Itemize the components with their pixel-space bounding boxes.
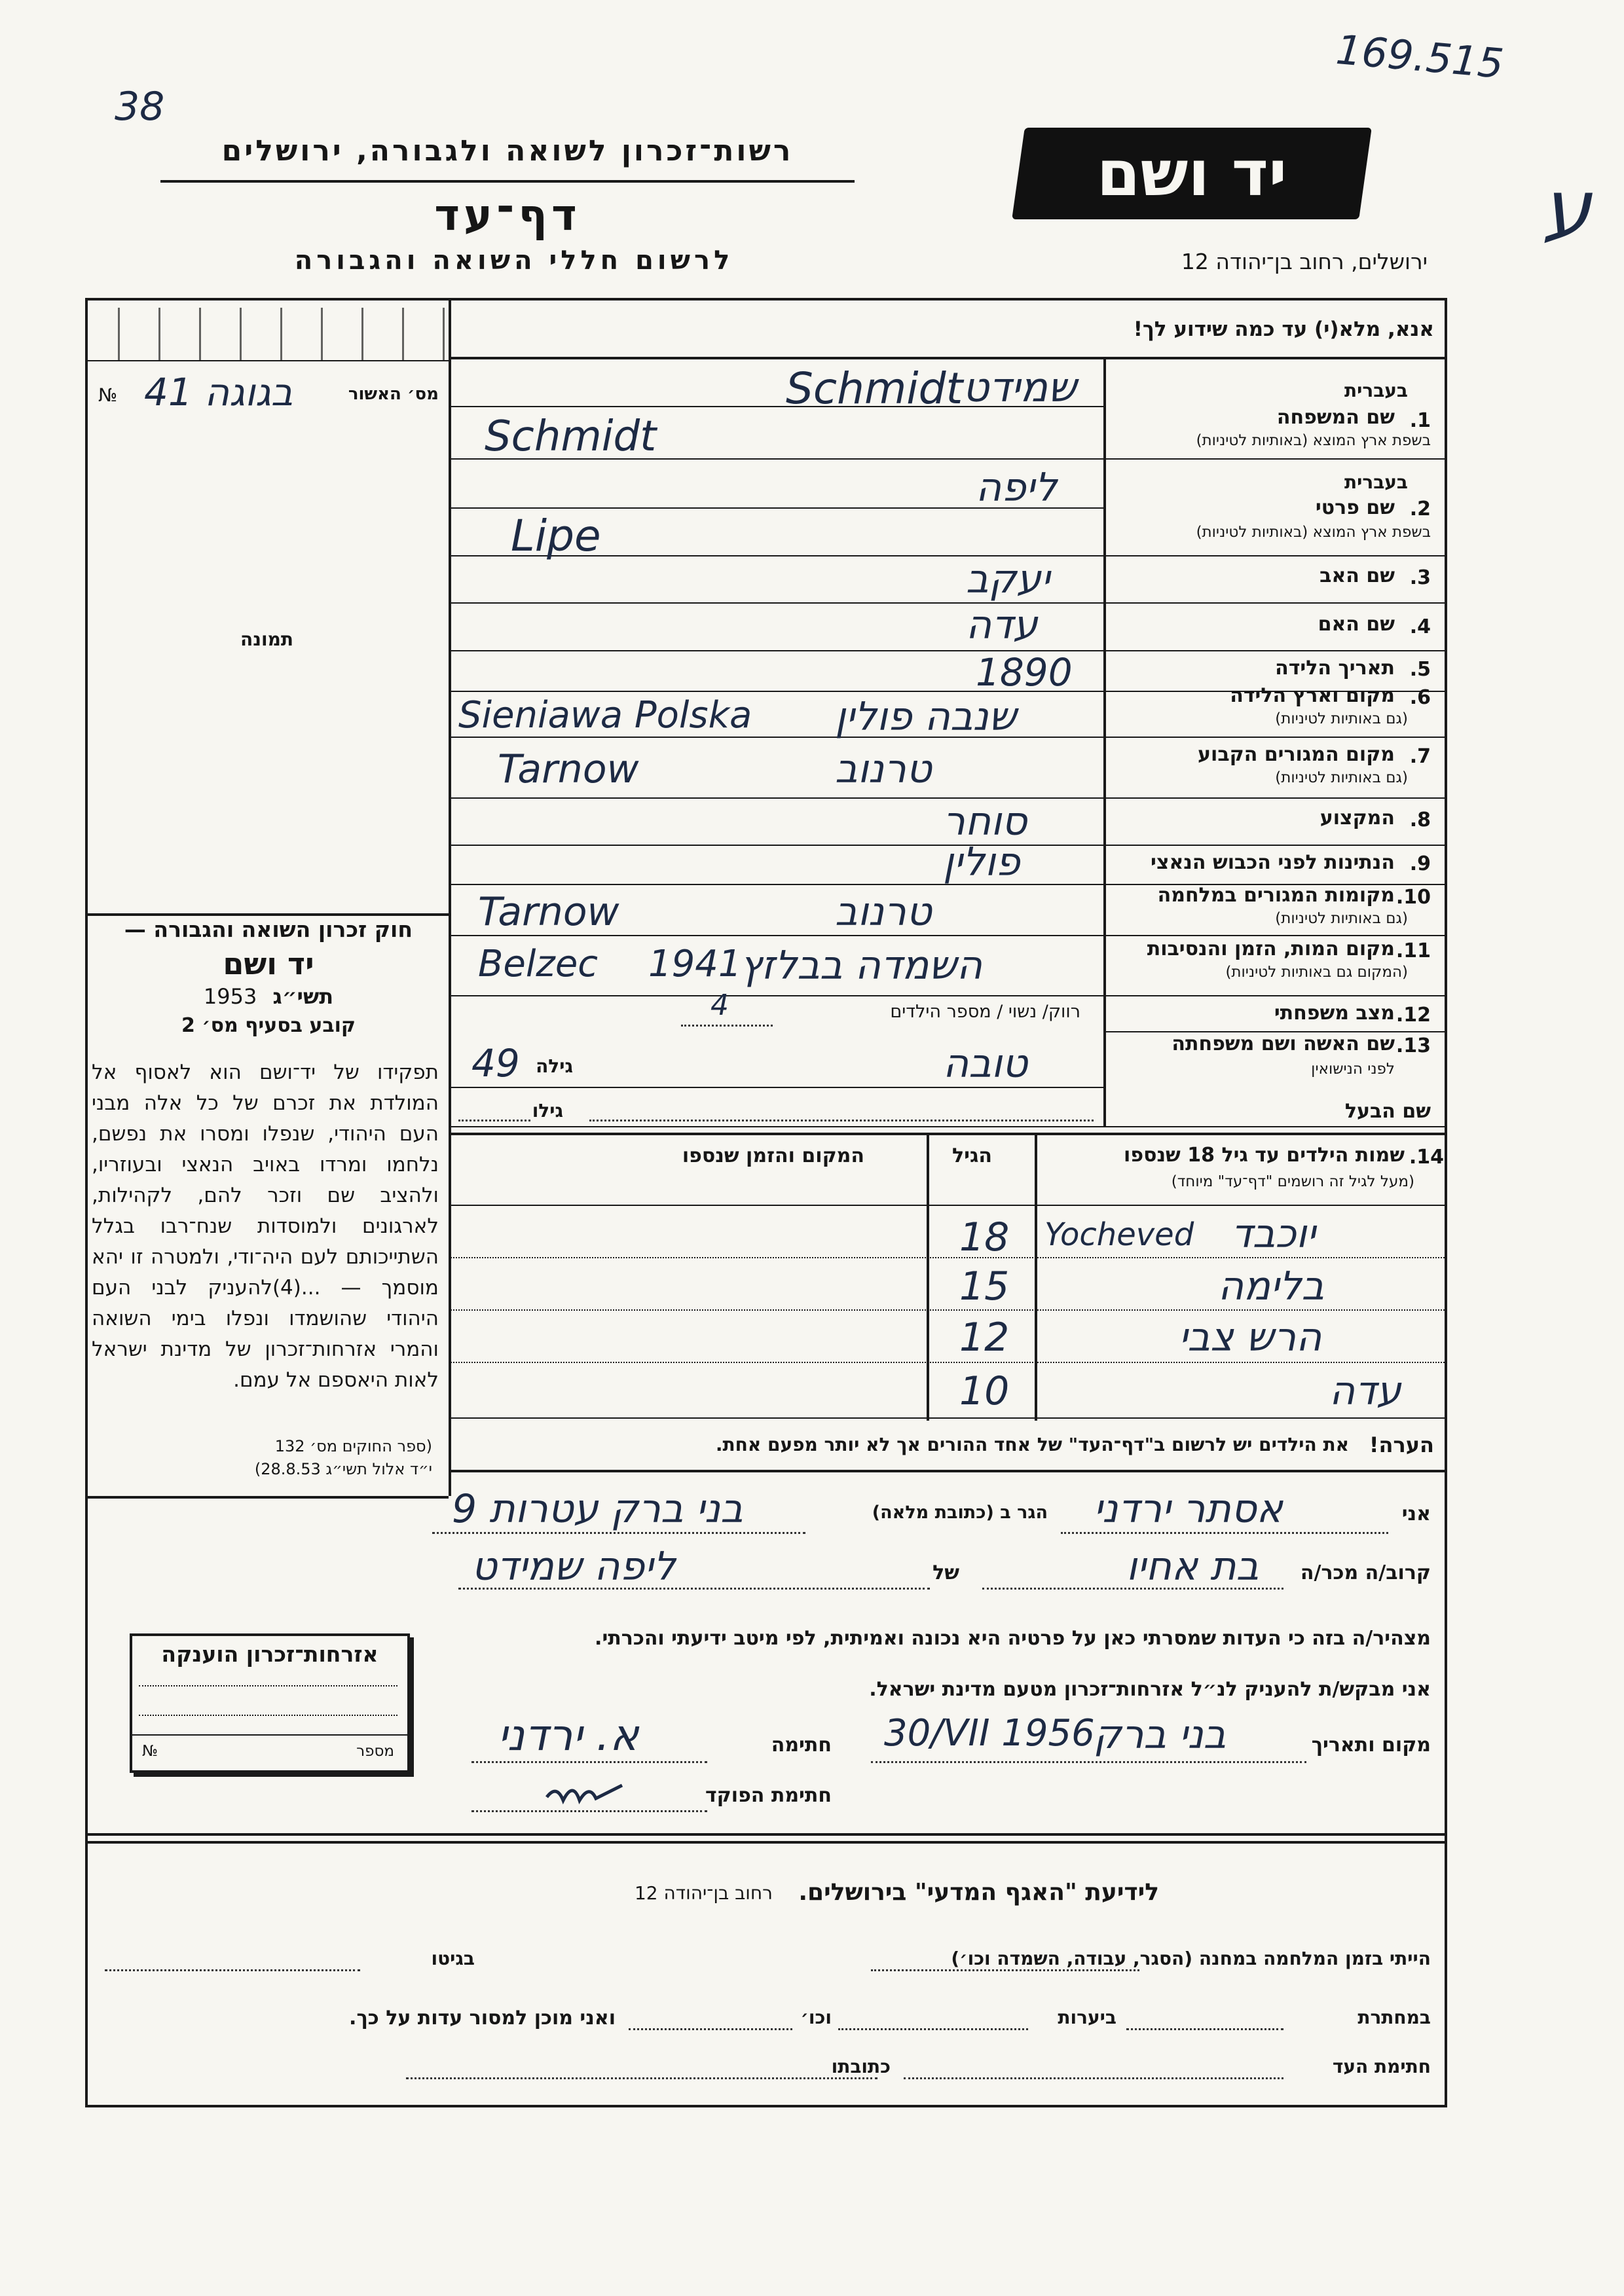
footer-address-line — [406, 2077, 877, 2079]
row-4-line — [449, 650, 1447, 651]
footer-camp-label: הייתי בזמן המלחמה במחנה (הסגר, עבודה, השמדה וכו׳) — [951, 1948, 1431, 1969]
decl-name[interactable]: אסתר ירדני — [1094, 1486, 1283, 1532]
child-2-age[interactable]: 15 — [959, 1264, 1010, 1309]
citizenship-divider — [132, 1734, 407, 1736]
f1-number: 1. — [1409, 409, 1431, 432]
footer-top-line-1 — [85, 1833, 1447, 1836]
f6-hebrew-value[interactable]: שנבה פולין — [835, 694, 1017, 740]
law-text: תפקידו של יד־ושם הוא לאסוף אל המולדת את זכרם של כל אלה מבני העם היהודי, שנפלו ומסרו את נפשם, נלחמו ומרדו באויב הנאצי ובעוזריו, ולהציב שם וזכר להם, לקהילות, לארגונים ולמוסדות שנח־רבו בגלל השתייכותם לעם היה־ודי, ולמטרה זו יהא מוסמך — ...(4)להעניק לבני העם היהודי שהושמדו ונפלו בימי השואה והמרי אזרחות־זכרון של מדינת ישראל לאות היאספם אל עמם. — [92, 1061, 439, 1392]
row-11-line — [449, 995, 1447, 996]
decl-place-line — [871, 1761, 1306, 1763]
f8-label: המקצוע — [1320, 807, 1395, 829]
footer-witness-sig-line — [904, 2077, 1283, 2079]
f2-label: שם פרטי — [1315, 496, 1395, 519]
note — [458, 1427, 1441, 1463]
decl-residing-label: הגר ב (כתובת מלאה) — [872, 1503, 1048, 1523]
law-year: 1953 — [203, 984, 257, 1009]
footer-etc-label: וכו׳ — [800, 2007, 832, 2028]
footer-camp-line — [871, 1969, 1139, 1971]
footer-forests-label: ביערות — [1058, 2007, 1116, 2028]
note-text: את הילדים יש לרשום ב"דף־העד" של אחד ההורים אך לא יותר מפעם אחת. — [715, 1434, 1349, 1455]
note-bottom-line — [449, 1470, 1447, 1472]
row-husband-line — [449, 1126, 1447, 1127]
footer-ghetto-line — [105, 1969, 360, 1971]
frame-bottom — [85, 2105, 1447, 2107]
f4-value[interactable]: עדה — [966, 602, 1038, 648]
row-10-line — [449, 935, 1447, 936]
husband-age-label: גילו — [532, 1100, 563, 1121]
f9-label: הנתינות לפני הכבוש הנאצי — [1151, 851, 1395, 874]
law-block — [92, 910, 445, 1037]
footer-witness-sig-label: חתימת העד — [1332, 2056, 1431, 2077]
law-reference-1: (ספר החוקים מס׳ 132 — [274, 1437, 432, 1455]
f3-label: שם האב — [1320, 564, 1395, 587]
footer-willing-label: ואני מוכן למסור עדות על כך. — [349, 2007, 616, 2030]
header-address: ירושלים, רחוב בן־יהודה 12 — [1181, 249, 1428, 274]
f12-number: 12. — [1395, 1004, 1431, 1027]
f2-number: 2. — [1409, 498, 1431, 520]
f7-label: מקום המגורים הקבוע — [1198, 743, 1395, 766]
intro-line — [449, 357, 1447, 359]
f10-sub: (גם באותיות לטיניות) — [1275, 910, 1408, 927]
husband-label: שם הבעל — [1344, 1100, 1431, 1123]
frame-top — [85, 298, 1447, 301]
f10-number: 10. — [1395, 886, 1431, 909]
citizenship-line-1 — [139, 1685, 397, 1686]
authority-underline — [160, 180, 855, 183]
law-year-hebrew: תשי״ג — [272, 984, 334, 1009]
f7-latin-value[interactable]: Tarnow — [498, 746, 639, 792]
f13-sub: לפני הנישואין — [1311, 1061, 1395, 1078]
citizenship-no: № — [142, 1743, 158, 1760]
f12-label: מצב משפחתי — [1274, 1002, 1395, 1025]
decl-relative-label: קרוב/ה מכר/ה — [1300, 1561, 1431, 1584]
child-row-2-line — [449, 1309, 1447, 1311]
f6-number: 6. — [1409, 686, 1431, 709]
citizenship-box-title: אזרחות־זכרון הוענקה — [161, 1641, 378, 1667]
children-sub: (מעל לגיל זה רושמים "דף־עד" מיוחד) — [1171, 1173, 1414, 1190]
footer-top-line-2 — [85, 1841, 1447, 1844]
stub-line — [85, 360, 449, 361]
logo-text: יד ושם — [1096, 137, 1287, 210]
decl-statement-2: אני מבקש/ת להעניק לנ״ל אזרחות־זכרון מטעם מדינת ישראל. — [869, 1678, 1431, 1701]
f11-year-value[interactable]: 1941 — [648, 943, 742, 985]
approval-number-label: מס׳ האשור — [348, 384, 439, 404]
f13-age-label: גילה — [536, 1055, 573, 1077]
footer-ghetto-label: בגיטו — [431, 1948, 475, 1969]
decl-officer-line — [471, 1810, 707, 1812]
law-name: יד ושם — [223, 946, 314, 981]
husband-line — [589, 1120, 1094, 1121]
f11-hebrew-value[interactable]: השמדה בבלזץ — [740, 943, 983, 989]
f10-latin-value[interactable]: Tarnow — [478, 889, 619, 935]
f3-number: 3. — [1409, 566, 1431, 589]
f6-latin-value[interactable]: Sieniawa Polska — [458, 694, 752, 737]
f11-latin-value[interactable]: Belzec — [478, 943, 599, 985]
f1-hebrew-value[interactable]: שמידט — [963, 363, 1077, 411]
f6-label: מקום וארץ הלידה — [1230, 684, 1395, 707]
authority-title: רשות־זכרון לשואה ולגבורה, ירושלים — [221, 134, 794, 168]
decl-relation[interactable]: בת אחיו — [1126, 1544, 1259, 1590]
sidebar-bottom — [85, 1496, 449, 1499]
children-col-1 — [927, 1133, 929, 1421]
child-row-3-line — [449, 1362, 1447, 1363]
decl-name-line — [1061, 1532, 1388, 1534]
f3-value[interactable]: יעקב — [966, 556, 1050, 602]
f13-label: שם האשה ושם משפחתה — [1172, 1032, 1395, 1055]
approval-number-field[interactable] — [98, 370, 439, 416]
f8-number: 8. — [1409, 809, 1431, 831]
f4-number: 4. — [1409, 615, 1431, 638]
f12-children-value[interactable]: 4 — [710, 989, 729, 1022]
officer-signature-stroke — [547, 1785, 622, 1800]
labels-divider — [1103, 357, 1106, 1126]
form-title: דף־עד — [434, 190, 581, 240]
f2-hebrew-value[interactable]: ליפה — [976, 465, 1058, 511]
decl-signature-line — [471, 1761, 707, 1763]
f4-label: שם האם — [1318, 613, 1395, 636]
row-3-line — [449, 602, 1447, 604]
decl-relative-of[interactable]: ליפה שמידט — [471, 1544, 676, 1590]
children-age-header: הגיל — [952, 1144, 992, 1167]
approval-no-sign: № — [98, 384, 118, 406]
f9-number: 9. — [1409, 852, 1431, 875]
folder-number: 38 — [115, 84, 165, 130]
children-top-line — [449, 1133, 1447, 1135]
f11-sub: (המקום גם באותיות לטיניות) — [1225, 964, 1408, 981]
footer-etc-line — [629, 2028, 792, 2030]
archive-number: 169.515 — [1334, 25, 1506, 88]
decl-relative-of-line — [458, 1588, 930, 1590]
children-header-line — [449, 1205, 1447, 1206]
f12-children-line — [681, 1025, 773, 1027]
decl-place-date-label: מקום ותאריך — [1311, 1734, 1431, 1757]
citizenship-line-2 — [139, 1715, 397, 1716]
row-13-line — [449, 1087, 1103, 1088]
decl-of-label: של — [932, 1561, 959, 1584]
f13-value[interactable]: טובה — [943, 1041, 1028, 1087]
f11-number: 11. — [1395, 939, 1431, 962]
note-label: הערה! — [1369, 1432, 1434, 1457]
f1-label: שם המשפחה — [1276, 406, 1395, 429]
child-3-name[interactable]: הרש צבי — [1179, 1315, 1322, 1360]
f5-number: 5. — [1409, 658, 1431, 681]
photo-label: תמונה — [240, 629, 293, 650]
f6-sub: (גם באותיות לטיניות) — [1275, 710, 1408, 727]
f7-sub: (גם באותיות לטיניות) — [1275, 769, 1408, 786]
citizenship-box — [130, 1633, 410, 1773]
children-col-2 — [1035, 1133, 1037, 1421]
child-3-age[interactable]: 12 — [959, 1315, 1010, 1360]
child-2-name[interactable]: בלימה — [1218, 1264, 1325, 1309]
f1-latin-value[interactable]: Schmidt — [786, 363, 963, 414]
child-1-name[interactable]: יוכבד — [1231, 1211, 1316, 1257]
f2-latin-value[interactable]: Lipe — [511, 511, 601, 561]
children-label: שמות הילדים עד גיל 18 שנספו — [1124, 1144, 1405, 1167]
f5-value[interactable]: 1890 — [976, 650, 1073, 695]
f13-number: 13. — [1395, 1034, 1431, 1057]
footer-address-label: כתובתו — [831, 2056, 891, 2077]
f10-hebrew-value[interactable]: טרנוב — [835, 889, 932, 935]
f11-label: מקום המות, הזמן והנסיבות — [1147, 938, 1395, 960]
approval-number-value: 41 בגוגה — [144, 370, 293, 414]
law-clause: קובע בסעיף מס׳ 2 — [181, 1014, 356, 1037]
yad-vashem-logo — [1012, 128, 1372, 219]
child-row-1-line — [449, 1257, 1447, 1258]
f2-sub: בשפת ארץ המוצא (באותיות לטיניות) — [1196, 524, 1431, 541]
decl-statement-1: מצהיר/ה בזה כי העדות שמסרתי כאן על פרטיה היא נכונה ואמיתית, לפי מיטב ידיעתי והכרתי. — [595, 1627, 1431, 1650]
footer-underground-label: במחתרת — [1357, 2007, 1431, 2028]
f5-label: תאריך הלידה — [1275, 657, 1395, 680]
decl-signature[interactable]: א. ירדני — [498, 1710, 639, 1760]
footer-address: רחוב בן־יהודה 12 — [634, 1882, 773, 1904]
child-1-latin[interactable]: Yocheved — [1044, 1216, 1194, 1253]
decl-address-line — [432, 1532, 805, 1534]
decl-place[interactable]: בני ברק — [1094, 1712, 1227, 1758]
officer-signature-mark — [544, 1777, 629, 1810]
corner-mark: ע — [1542, 164, 1592, 255]
footer-underground-line — [1126, 2028, 1283, 2030]
f1-sub: בשפת ארץ המוצא (באותיות לטיניות) — [1196, 432, 1431, 449]
decl-officer-label: חתימת הפוקד — [705, 1784, 832, 1807]
footer-title: לידיעת "האגף המדעי" בירושלים. — [798, 1879, 1159, 1906]
f2-hebrew-label: בעברית — [1344, 471, 1408, 493]
law-title: חוק זכרון השואה והגבורה — — [124, 917, 413, 942]
f9-value[interactable]: פולין — [943, 839, 1020, 885]
f7-hebrew-value[interactable]: טרנוב — [835, 746, 932, 792]
child-1-age[interactable]: 18 — [959, 1214, 1010, 1260]
intro-instruction: אנא, מלא(י) עד כמה שידוע לך! — [1133, 318, 1434, 341]
child-4-age[interactable]: 10 — [959, 1368, 1010, 1414]
sidebar-divider — [449, 298, 451, 1496]
decl-date[interactable]: 30/VII 1956 — [884, 1712, 1095, 1755]
f7-number: 7. — [1409, 745, 1431, 768]
f8-value[interactable]: סוחר — [943, 799, 1027, 845]
decl-relation-line — [982, 1588, 1283, 1590]
decl-i-label: אני — [1401, 1503, 1431, 1525]
children-number: 14. — [1409, 1146, 1444, 1169]
f1-latin-value-2[interactable]: Schmidt — [485, 412, 657, 461]
citizenship-number-label: מספר — [356, 1743, 394, 1760]
child-4-name[interactable]: עדה — [1329, 1368, 1401, 1414]
children-place-header: המקום והזמן שנספו — [682, 1144, 864, 1167]
f1-hebrew-label: בעברית — [1344, 380, 1408, 401]
decl-address[interactable]: בני ברק עטרות 9 — [452, 1486, 743, 1532]
footer-forests-line — [838, 2028, 1028, 2030]
f13-age-value[interactable]: 49 — [471, 1041, 520, 1085]
decl-signature-label: חתימה — [771, 1734, 832, 1757]
law-reference-2: י״ד אלול תשי״ג 28.8.53) — [254, 1460, 432, 1478]
f12-options: רווק/ נשוי / מספר הילדים — [890, 1002, 1080, 1022]
form-subtitle: לרשום חללי השואה והגבורה — [294, 246, 734, 276]
stub-ticks — [118, 308, 445, 360]
husband-age-line — [458, 1120, 530, 1121]
child-row-4-line — [449, 1417, 1447, 1419]
f10-label: מקומות המגורים במלחמה — [1157, 884, 1395, 907]
